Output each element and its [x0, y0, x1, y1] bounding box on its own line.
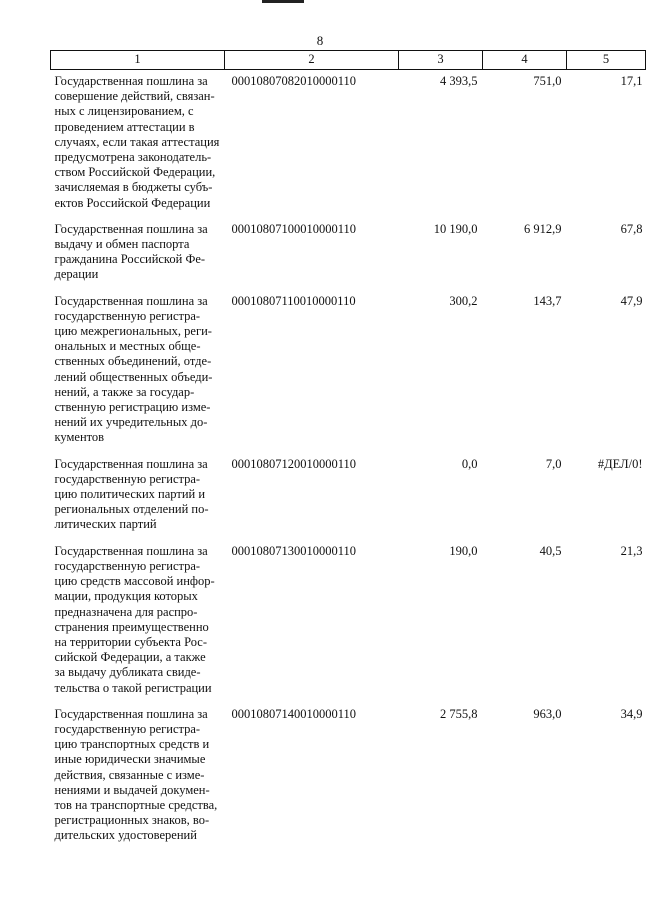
column-header-4: 4 [483, 51, 567, 70]
column-header-5: 5 [567, 51, 646, 70]
table-header [51, 51, 646, 70]
value-col-3: 2 755,8 [440, 706, 478, 721]
budget-code: 00010807140010000110 [231, 706, 357, 721]
value-col-5: #ДЕЛ/0! [597, 456, 643, 471]
budget-code: 00010807100010000110 [231, 221, 357, 236]
budget-code: 00010807120010000110 [231, 456, 357, 471]
header-row [51, 51, 646, 70]
value-col-3: 190,0 [449, 543, 478, 558]
value-col-4: 751,0 [533, 74, 562, 88]
table-row [51, 447, 646, 534]
column-header-3: 3 [399, 51, 483, 70]
table-row [51, 697, 646, 845]
value-col-3: 10 190,0 [433, 221, 478, 236]
table-row [51, 284, 646, 447]
revenue-name: Государственная пошлина за совершение действий, связан- ных с лицензированием, с проведением аттестации в случаях, если такая аттестация предусмотрена законодатель- ством Российской Федерации, зачисляемая в бюджеты субъ- ектов Российской Федерации [54, 74, 220, 210]
revenue-name: Государственная пошлина за государственную регистра- цию политических партий и региональных отделений по- литических партий [54, 456, 209, 532]
value-col-5: 17,1 [620, 74, 643, 88]
budget-code: 00010807082010000110 [231, 74, 357, 88]
budget-revenue-table [50, 50, 646, 845]
revenue-name: Государственная пошлина за государственную регистра- цию межрегиональных, реги- ональных и местных обще- ственных объединений, отде- лений общественных объеди- нений, а также за государ- ственную регистрацию изме- нений их учредительных до- кументов [54, 293, 213, 445]
revenue-name: Государственная пошлина за выдачу и обмен паспорта гражданина Российской Фе- дерации [54, 221, 208, 282]
budget-code: 00010807110010000110 [231, 293, 356, 308]
value-col-3: 0,0 [461, 456, 478, 471]
budget-code: 00010807130010000110 [231, 543, 357, 558]
revenue-name: Государственная пошлина за государственную регистра- цию транспортных средств и иные юридически значимые действия, связанные с изме- нениями и выдачей докумен- тов на транспортные средства, регистрационных знаков, во- дительских удостоверений [54, 706, 218, 843]
value-col-5: 47,9 [620, 293, 643, 308]
column-header-2: 2 [225, 51, 399, 70]
revenue-name: Государственная пошлина за государственную регистра- цию средств массовой инфор- мации, продукция которых предназначена для распро- странения преимущественно на территории субъекта Рос- сийской Федерации, а также за выдачу дубликата свиде- тельства о такой регистрации [54, 543, 215, 695]
value-col-4: 963,0 [533, 706, 562, 721]
value-col-5: 34,9 [620, 706, 643, 721]
value-col-4: 143,7 [533, 293, 562, 308]
value-col-5: 21,3 [620, 543, 643, 558]
value-col-5: 67,8 [620, 221, 643, 236]
scan-top-mark [262, 0, 304, 3]
value-col-3: 300,2 [449, 293, 478, 308]
value-col-4: 7,0 [545, 456, 562, 471]
table-row [51, 70, 646, 212]
table-row [51, 212, 646, 284]
table-row [51, 534, 646, 697]
value-col-4: 6 912,9 [524, 221, 562, 236]
value-col-3: 4 393,5 [440, 74, 478, 88]
value-col-4: 40,5 [539, 543, 562, 558]
column-header-1: 1 [51, 51, 225, 70]
table-body [51, 70, 646, 845]
page-number: 8 [316, 33, 324, 48]
